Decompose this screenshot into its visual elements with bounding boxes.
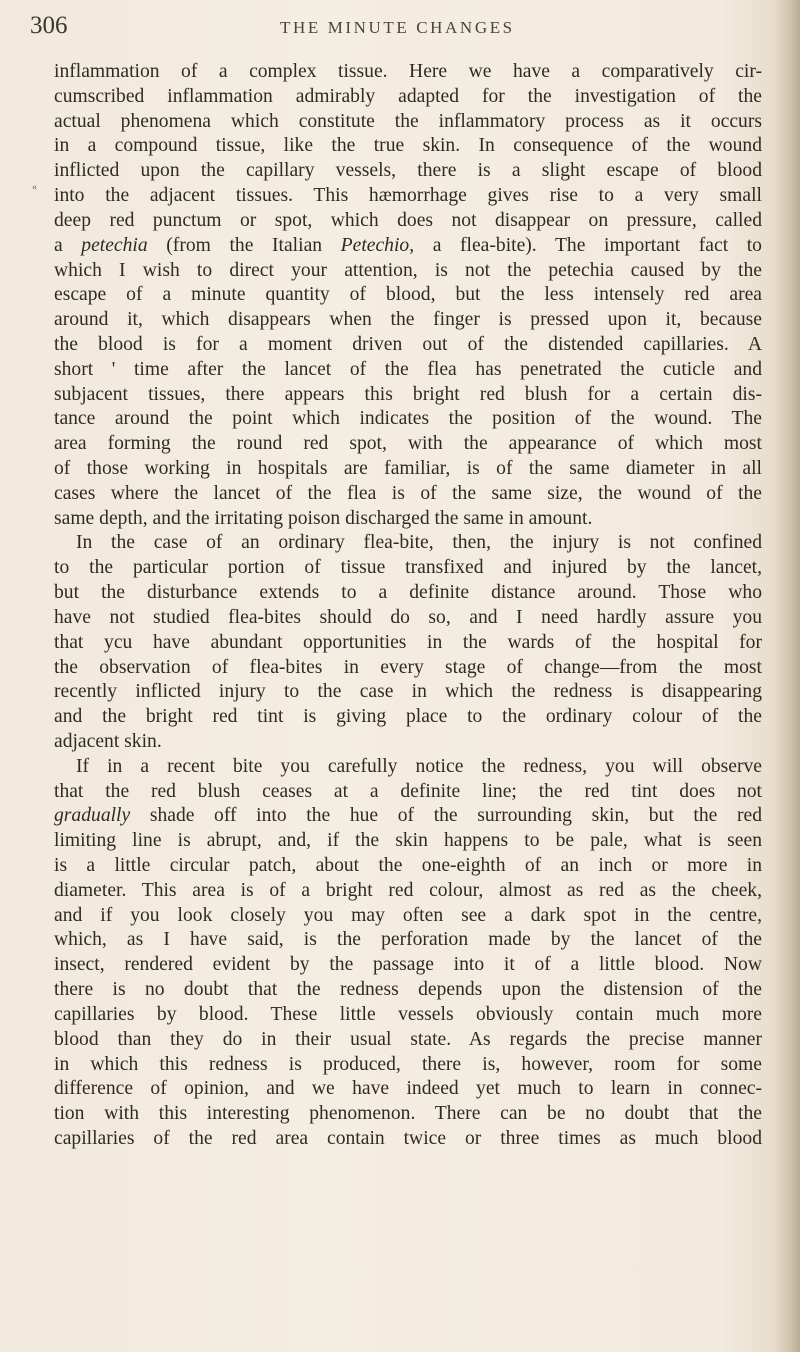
- text-line: [54, 209, 762, 234]
- text-run: adjacent skin.: [54, 730, 162, 752]
- text-run: into the adjacent tissues. This hæmorrhage gives rise to a very small: [54, 185, 762, 207]
- text-line: [54, 656, 762, 681]
- text-run: tion with this interesting phenomenon. There can be no doubt that the: [54, 1103, 762, 1125]
- body-text: [54, 60, 762, 1152]
- text-line: [54, 159, 762, 184]
- text-run: in a compound tissue, like the true skin. In consequence of the wound: [54, 135, 762, 157]
- text-line: [54, 110, 762, 135]
- text-line: [54, 804, 762, 829]
- text-run: in which this redness is produced, there is, however, room for some: [54, 1053, 762, 1075]
- text-line: [54, 755, 762, 780]
- text-line: [54, 234, 762, 259]
- text-run: is a little circular patch, about the one-eighth of an inch or more in: [54, 855, 762, 876]
- italic-word: petechia: [81, 234, 148, 256]
- text-run: , a flea-bite). The important fact to: [409, 234, 762, 256]
- text-run: the observation of flea-bites in every stage of change—from the most: [54, 656, 762, 678]
- text-run: tance around the point which indicates the position of the wound. The: [54, 408, 762, 430]
- text-run: a: [54, 234, 82, 256]
- text-run: around it, which disappears when the finger is pressed upon it, because: [54, 309, 762, 331]
- text-run: to the particular portion of tissue transfixed and injured by the lancet,: [54, 557, 762, 579]
- text-run: and if you look closely you may often see a dark spot in the centre,: [54, 904, 762, 926]
- text-line: [54, 904, 762, 929]
- margin-mark: «: [32, 182, 37, 193]
- text-run: which I wish to direct your attention, is not the petechia caused by the: [54, 259, 762, 281]
- text-line: [54, 1028, 762, 1053]
- running-head: THE MINUTE CHANGES: [280, 18, 515, 37]
- text-run: diameter. This area is of a bright red colour, almost as red as the cheek,: [54, 879, 762, 901]
- text-line: [54, 606, 762, 631]
- text-line: [54, 482, 762, 507]
- text-run: cases where the lancet of the flea is of the same size, the wound of the: [54, 482, 762, 504]
- text-line: [54, 780, 762, 805]
- text-line: [54, 134, 762, 159]
- text-line: [54, 507, 762, 532]
- text-line: [54, 184, 762, 209]
- text-line: [54, 928, 762, 953]
- text-run: cumscribed inflammation admirably adapted for the investigation of the: [54, 85, 762, 107]
- text-run: deep red punctum or spot, which does not disappear on pressure, called: [54, 209, 762, 231]
- text-run: limiting line is abrupt, and, if the skin happens to be pale, what is seen: [54, 830, 762, 852]
- text-line: [54, 457, 762, 482]
- text-run: In the case of an ordinary flea-bite, then, the injury is not confined: [76, 532, 762, 554]
- text-line: [54, 829, 762, 854]
- text-line: [54, 705, 762, 730]
- text-run: and the bright red tint is giving place to the ordinary colour of the: [54, 706, 762, 728]
- text-run: the blood is for a moment driven out of the distended capillaries. A: [54, 333, 762, 355]
- text-run: (from the Italian: [147, 234, 341, 256]
- text-line: [54, 1077, 762, 1102]
- text-line: [54, 531, 762, 556]
- text-line: [54, 85, 762, 110]
- text-line: [54, 680, 762, 705]
- text-run: that ycu have abundant opportunities in the wards of the hospital for: [54, 631, 762, 653]
- text-line: [54, 978, 762, 1003]
- text-line: [54, 308, 762, 333]
- text-run: short ' time after the lancet of the flea has penetrated the cuticle and: [54, 358, 762, 380]
- text-run: area forming the round red spot, with the appearance of which most: [54, 433, 762, 455]
- text-run: escape of a minute quantity of blood, but the less intensely red area: [54, 284, 762, 306]
- text-line: [54, 556, 762, 581]
- text-run: but the disturbance extends to a definite distance around. Those who: [54, 582, 762, 604]
- text-run: inflammation of a complex tissue. Here we have a comparatively cir-: [54, 61, 762, 82]
- text-run: subjacent tissues, there appears this bright red blush for a certain dis-: [54, 383, 762, 405]
- text-run: same depth, and the irritating poison discharged the same in amount.: [54, 507, 593, 529]
- text-line: [54, 879, 762, 904]
- text-line: [54, 1127, 762, 1152]
- text-run: there is no doubt that the redness depends upon the distension of the: [54, 979, 762, 1001]
- page-edge-shadow: [774, 0, 800, 1352]
- text-line: [54, 1102, 762, 1127]
- text-line: [54, 1003, 762, 1028]
- italic-word: gradually: [54, 805, 131, 827]
- text-run: inflicted upon the capillary vessels, there is a slight escape of blood: [54, 160, 762, 182]
- text-line: [54, 259, 762, 284]
- text-line: [54, 1053, 762, 1078]
- italic-word: Petechio: [340, 234, 410, 256]
- page-number: 306: [30, 12, 68, 39]
- text-line: [54, 333, 762, 358]
- text-run: blood than they do in their usual state. As regards the precise manner: [54, 1028, 762, 1050]
- text-run: have not studied flea-bites should do so, and I need hardly assure you: [54, 606, 762, 628]
- text-line: [54, 358, 762, 383]
- text-line: [54, 631, 762, 656]
- text-run: recently inflicted injury to the case in which the redness is disappearing: [54, 681, 762, 703]
- text-line: [54, 407, 762, 432]
- text-run: shade off into the hue of the surrounding skin, but the red: [130, 805, 762, 827]
- text-line: [54, 283, 762, 308]
- text-line: [54, 432, 762, 457]
- text-run: actual phenomena which constitute the inflammatory process as it occurs: [54, 110, 762, 132]
- text-line: [54, 383, 762, 408]
- text-run: capillaries of the red area contain twice or three times as much blood: [54, 1127, 762, 1149]
- text-run: capillaries by blood. These little vessels obviously contain much more: [54, 1003, 762, 1025]
- text-run: If in a recent bite you carefully notice the redness, you will observe: [76, 755, 762, 777]
- text-line: [54, 953, 762, 978]
- text-run: of those working in hospitals are familiar, is of the same diameter in all: [54, 458, 762, 479]
- page-header: [30, 12, 750, 52]
- text-line: [54, 730, 762, 755]
- text-run: that the red blush ceases at a definite line; the red tint does not: [54, 780, 762, 802]
- text-line: [54, 581, 762, 606]
- text-run: insect, rendered evident by the passage into it of a little blood. Now: [54, 954, 762, 976]
- text-line: [54, 60, 762, 85]
- text-run: which, as I have said, is the perforation made by the lancet of the: [54, 929, 762, 951]
- text-run: difference of opinion, and we have indeed yet much to learn in connec-: [54, 1078, 762, 1100]
- text-line: [54, 854, 762, 879]
